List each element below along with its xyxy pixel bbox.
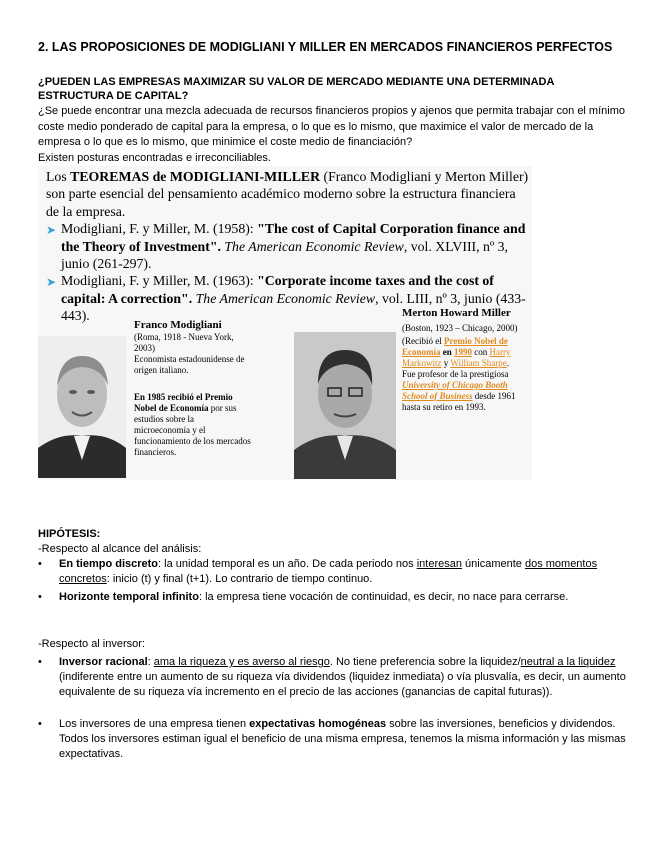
list-item: • Los inversores de una empresa tienen expectativas homogéneas sobre las inversiones, beneficios y dividendos. Todos los inversores estiman igual el beneficio de una misma empresa, tenemos la misma información y las mismas expectativas.: [38, 718, 626, 760]
investor-label: -Respecto al inversor:: [38, 638, 145, 650]
slide-intro: Los TEOREMAS de MODIGLIANI-MILLER (Franco Modigliani y Merton Miller) son parte esencial del pensamiento académico moderno sobre la estructura financiera de la empresa.: [46, 169, 529, 219]
bullet-triangle-icon: ➤: [46, 275, 57, 290]
section-title: 2. LAS PROPOSICIONES DE MODIGLIANI Y MILLER EN MERCADOS FINANCIEROS PERFECTOS: [38, 40, 613, 54]
miller-born: (Boston, 1923 – Chicago, 2000): [402, 323, 518, 333]
bullet-triangle-icon: ➤: [46, 223, 57, 238]
caption-miller: [402, 308, 526, 413]
miller-prize: (Recibió el Premio Nobel de Economía en 1990 con Harry Markowitz y William Sharpe.: [402, 336, 511, 368]
miller-name: Merton Howard Miller: [402, 307, 511, 319]
chicago-booth-link[interactable]: University of Chicago Booth School of Business: [402, 380, 508, 401]
modigliani-born: (Roma, 1918 - Nueva York, 2003): [134, 332, 234, 353]
intro-statement: Existen posturas encontradas e irreconciliables.: [38, 151, 271, 164]
embedded-slide-image: [38, 166, 532, 480]
analysis-label: -Respecto al alcance del análisis:: [38, 543, 202, 555]
intro-paragraph: [38, 104, 633, 166]
hypotheses-heading: HIPÓTESIS:: [38, 528, 101, 540]
investor-section: [38, 637, 628, 762]
nobel-link[interactable]: Premio Nobel de Economía: [402, 336, 508, 357]
modigliani-prize: En 1985 recibió el Premio Nobel de Economía por sus estudios sobre la microeconomía y el funcionamiento de los mercados financieros.: [134, 392, 251, 457]
slide-text: [46, 168, 531, 325]
portrait-modigliani: [38, 336, 126, 478]
hypotheses-section: [38, 527, 628, 605]
portrait-miller: [294, 332, 396, 479]
caption-modigliani: [134, 320, 252, 458]
investor-list: [38, 655, 628, 762]
sharpe-link[interactable]: William Sharpe: [450, 358, 507, 368]
year-1990-link[interactable]: 1990: [454, 347, 473, 357]
modigliani-desc: Economista estadounidense de origen italiano.: [134, 354, 245, 375]
list-item: • Horizonte temporal infinito: la empresa tiene vocación de continuidad, es decir, no nace para cerrarse.: [38, 591, 569, 603]
reference-1963: ➤ Modigliani, F. y Miller, M. (1963): "Corporate income taxes and the cost of capital: A correction". The American Economic Review, vol. LIII, nº 3, junio (433-443).: [46, 273, 526, 324]
miller-professor: Fue profesor de la prestigiosa University of Chicago Booth School of Business desde 1961 hasta su retiro en 1993.: [402, 369, 516, 412]
analysis-list: [38, 557, 628, 605]
section-subtitle: ¿PUEDEN LAS EMPRESAS MAXIMIZAR SU VALOR DE MERCADO MEDIANTE UNA DETERMINADA ESTRUCTURA DE CAPITAL?: [38, 76, 554, 102]
intro-question: ¿Se puede encontrar una mezcla adecuada de recursos financieros propios y ajenos que permita trabajar con el mínimo coste medio ponderado de capital para la empresa, o lo que es lo mismo, que maximice el valor de mercado de la empresa o lo que es lo mismo, que minimice el coste medio de financiación?: [38, 105, 625, 148]
modigliani-name: Franco Modigliani: [134, 319, 222, 331]
list-item: • En tiempo discreto: la unidad temporal es un año. De cada periodo nos interesan únicamente dos momentos concretos: inicio (t) y final (t+1). Lo contrario de tiempo continuo.: [38, 558, 598, 585]
markowitz-link[interactable]: Harry Markowitz: [402, 347, 511, 368]
reference-1958: ➤ Modigliani, F. y Miller, M. (1958): "The cost of Capital Corporation finance and the Theory of Investment". The American Economic Review, vol. XLVIII, nº 3, junio (261-297).: [46, 221, 526, 272]
list-item: • Inversor racional: ama la riqueza y es averso al riesgo. No tiene preferencia sobre la liquidez/neutral a la liquidez (indiferente entre un aumento de su riqueza vía dividendos (liquidez inmediata) o vía plusvalía, es decir, un aumento equivalente de su riqueza vía incremento en el precio de las acciones (ganancias de capital futuras)).: [38, 656, 626, 698]
